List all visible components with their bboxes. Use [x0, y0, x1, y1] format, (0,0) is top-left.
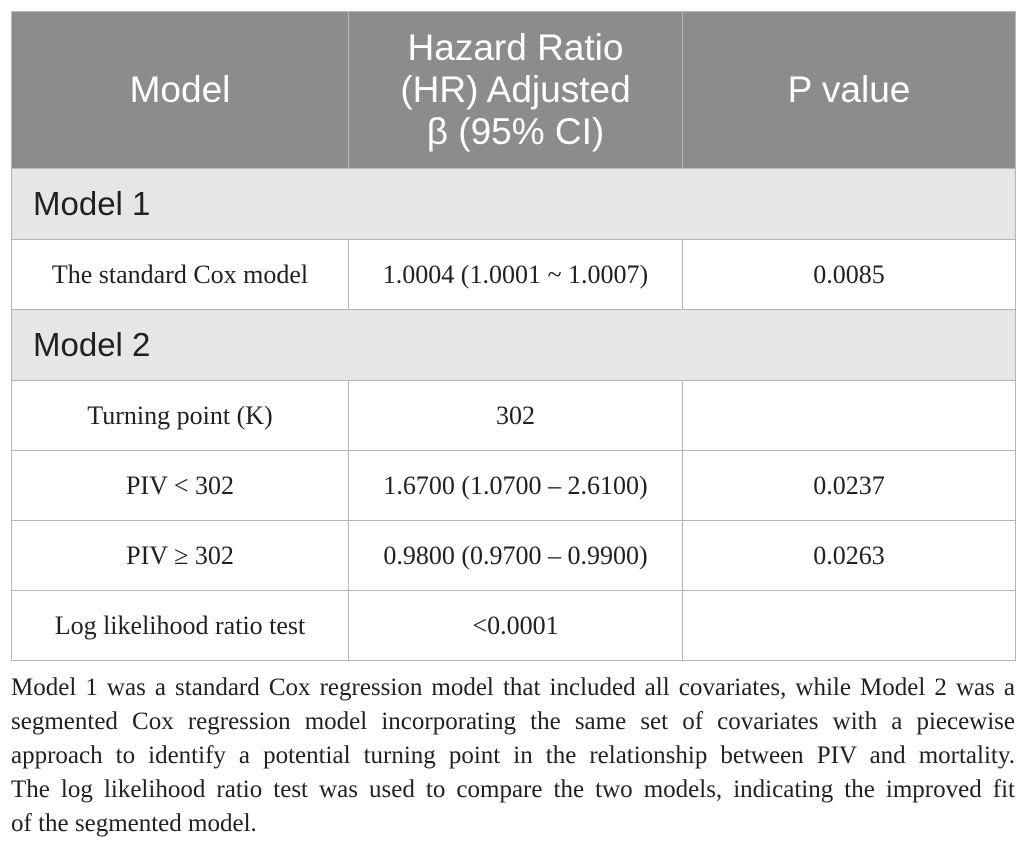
cell-p-value [683, 591, 1016, 661]
table-header-model-label: Model [129, 69, 231, 110]
table-header-model [12, 12, 349, 169]
section-row-model-2 [12, 310, 1016, 381]
footnote-line: segmented Cox regression model incorporating the same set of covariates with a piecewise [11, 708, 1015, 735]
table-row [12, 591, 1016, 661]
results-table [11, 11, 1016, 661]
footnote-line: Model 1 was a standard Cox regression model that included all covariates, while Model 2 was a [11, 674, 1015, 701]
table-row [12, 451, 1016, 521]
table-row [12, 381, 1016, 451]
cell-model: Turning point (K) [12, 381, 349, 451]
cell-hazard-ratio: 1.6700 (1.0700 – 2.6100) [349, 451, 683, 521]
table-header-hazard-ratio [349, 12, 683, 169]
cell-hazard-ratio: <0.0001 [349, 591, 683, 661]
cell-hazard-ratio: 302 [349, 381, 683, 451]
section-label: Model 1 [12, 169, 1016, 240]
cell-model: PIV ≥ 302 [12, 521, 349, 591]
table-row [12, 240, 1016, 310]
footnote-line: of the segmented model. [11, 810, 257, 837]
footnote-line: The log likelihood ratio test was used to compare the two models, indicating the improved fit [11, 776, 1015, 803]
table-header-row [12, 12, 1016, 169]
cell-p-value: 0.0237 [683, 451, 1016, 521]
table-header-p-value [683, 12, 1016, 169]
cell-model: Log likelihood ratio test [12, 591, 349, 661]
table-row [12, 521, 1016, 591]
cell-p-value: 0.0263 [683, 521, 1016, 591]
cell-model: PIV < 302 [12, 451, 349, 521]
cell-p-value: 0.0085 [683, 240, 1016, 310]
section-row-model-1 [12, 169, 1016, 240]
table-footnote [11, 671, 1015, 841]
cell-p-value [683, 381, 1016, 451]
footnote-line: approach to identify a potential turning point in the relationship between PIV and mortality. [11, 742, 1015, 769]
table-header-p-value-label: P value [787, 69, 911, 110]
cell-model: The standard Cox model [12, 240, 349, 310]
table-header-hazard-ratio-label: Hazard Ratio (HR) Adjusted β (95% CI) [400, 27, 631, 152]
cell-hazard-ratio: 1.0004 (1.0001 ~ 1.0007) [349, 240, 683, 310]
section-label: Model 2 [12, 310, 1016, 381]
cell-hazard-ratio: 0.9800 (0.9700 – 0.9900) [349, 521, 683, 591]
